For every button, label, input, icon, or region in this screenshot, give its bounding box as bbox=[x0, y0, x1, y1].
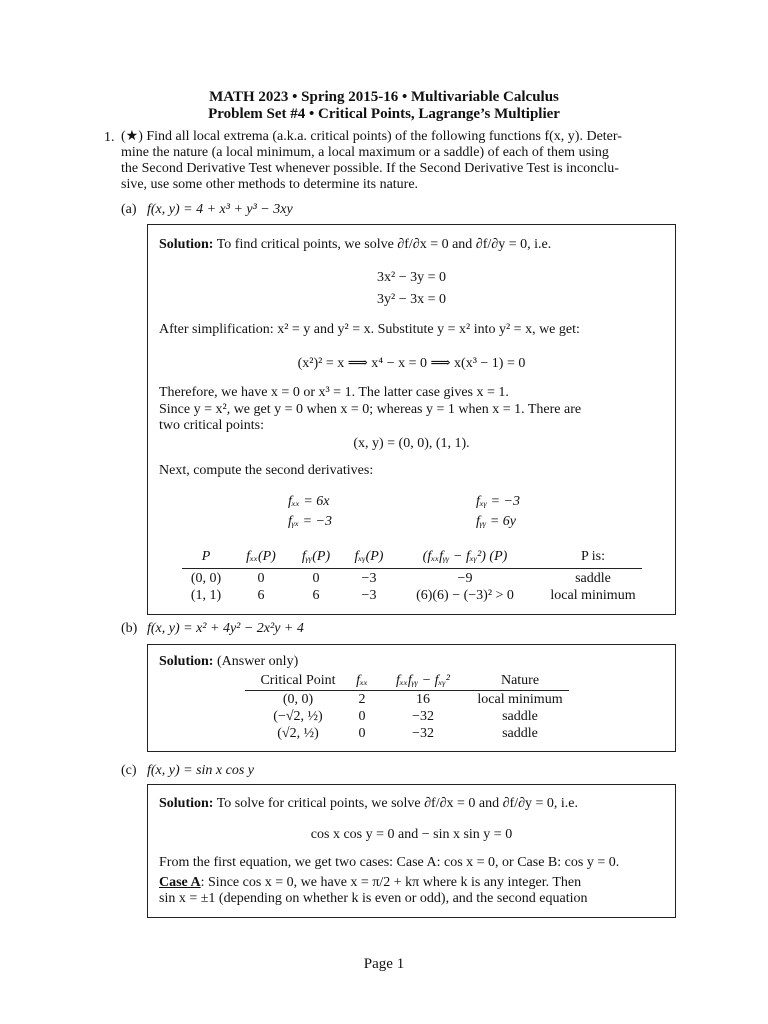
header-title: MATH 2023 • Spring 2015-16 • Multivariable Calculus bbox=[209, 89, 559, 105]
table-cell: −32 bbox=[412, 709, 434, 724]
case-a-line-2: sin x = ±1 (depending on whether k is even or odd), and the second equation bbox=[159, 891, 588, 906]
equation-system: cos x cos y = 0 and − sin x sin y = 0 bbox=[310, 827, 513, 842]
table-header-hessian: (fₓₓfᵧᵧ − fₓᵧ²) (P) bbox=[422, 549, 508, 564]
table-cell: −3 bbox=[361, 571, 377, 586]
second-derivative-fyx: fᵧₓ = −3 bbox=[288, 514, 332, 529]
table-divider bbox=[182, 568, 642, 569]
table-header-p: P bbox=[201, 549, 211, 564]
table-cell: 0 bbox=[312, 571, 320, 586]
problem-number: 1. bbox=[104, 130, 115, 145]
second-derivative-fxy: fₓᵧ = −3 bbox=[476, 494, 520, 509]
problem-text bbox=[121, 129, 681, 193]
table-header-fyy: fᵧᵧ(P) bbox=[301, 549, 331, 564]
since-text-1: Since y = x², we get y = 0 when x = 0; whereas y = 1 when x = 1. There are bbox=[159, 402, 582, 417]
part-a-solution-box bbox=[147, 224, 676, 615]
page-number: Page 1 bbox=[363, 956, 405, 972]
table-cell: 6 bbox=[312, 588, 320, 603]
case-a-text: : Since cos x = 0, we have x = π/2 + kπ where k is any integer. Then bbox=[200, 875, 582, 890]
second-derivative-fyy: fᵧᵧ = 6y bbox=[476, 514, 517, 529]
part-b-solution-line bbox=[159, 655, 298, 669]
table-cell: saddle bbox=[502, 726, 538, 741]
part-c-label: (c) bbox=[121, 763, 137, 778]
part-c-solution-box bbox=[147, 784, 676, 918]
equation-1: 3x² − 3y = 0 bbox=[377, 270, 446, 285]
table-cell: 2 bbox=[358, 692, 366, 707]
part-b-function: f(x, y) = x² + 4y² − 2x²y + 4 bbox=[147, 621, 304, 636]
second-derivative-fxx: fₓₓ = 6x bbox=[288, 494, 330, 509]
table-cell: 6 bbox=[257, 588, 265, 603]
solution-intro: To solve for critical points, we solve ∂f/∂x = 0 and ∂f/∂y = 0, i.e. bbox=[216, 796, 579, 811]
table-cell: −3 bbox=[361, 588, 377, 603]
equation-2: 3y² − 3x = 0 bbox=[377, 292, 446, 307]
header-subtitle: Problem Set #4 • Critical Points, Lagrange’s Multiplier bbox=[208, 106, 560, 122]
table-header-fxx: fₓₓ(P) bbox=[246, 549, 276, 564]
problem-line-2: mine the nature (a local minimum, a local maximum or a saddle) of each of them using bbox=[121, 145, 609, 160]
from-first-text: From the first equation, we get two cases: Case A: cos x = 0, or Case B: cos y = 0. bbox=[159, 855, 620, 870]
case-a-label: Case A bbox=[159, 875, 201, 890]
part-a-solution-line bbox=[159, 238, 551, 252]
table-cell: 16 bbox=[416, 692, 430, 707]
solution-label: Solution: bbox=[159, 654, 214, 669]
table-cell: (0, 0) bbox=[282, 692, 314, 707]
table-cell: −9 bbox=[457, 571, 473, 586]
part-b-solution-box bbox=[147, 644, 676, 752]
table-header-critical-point: Critical Point bbox=[260, 673, 336, 688]
part-c-function: f(x, y) = sin x cos y bbox=[147, 763, 255, 778]
next-text: Next, compute the second derivatives: bbox=[159, 463, 374, 478]
solution-label: Solution: bbox=[159, 796, 214, 811]
table-cell: (−√2, ½) bbox=[273, 709, 323, 724]
simplification-text: After simplification: x² = y and y² = x. Substitute y = x² into y² = x, we get: bbox=[159, 322, 580, 337]
table-header-fxx: fₓₓ bbox=[356, 673, 368, 688]
table-header-nature: P is: bbox=[581, 549, 605, 564]
table-cell: (6)(6) − (−3)² > 0 bbox=[416, 588, 514, 603]
part-b-label: (b) bbox=[121, 621, 138, 636]
problem-line-1: (★) Find all local extrema (a.k.a. critical points) of the following functions f(x, y). Deter- bbox=[121, 129, 622, 144]
since-text-2: two critical points: bbox=[159, 418, 264, 433]
table-cell: 0 bbox=[257, 571, 265, 586]
equation-3: (x²)² = x ⟹ x⁴ − x = 0 ⟹ x(x³ − 1) = 0 bbox=[297, 356, 526, 371]
therefore-text: Therefore, we have x = 0 or x³ = 1. The latter case gives x = 1. bbox=[159, 385, 509, 400]
table-header-discriminant: fₓₓfᵧᵧ − fₓᵧ² bbox=[396, 673, 450, 688]
table-cell: (1, 1) bbox=[190, 588, 222, 603]
table-cell: local minimum bbox=[477, 692, 563, 707]
critical-points: (x, y) = (0, 0), (1, 1). bbox=[353, 436, 470, 451]
part-c-solution-line bbox=[159, 797, 578, 811]
case-a-line-1 bbox=[159, 876, 581, 890]
table-cell: saddle bbox=[502, 709, 538, 724]
table-cell: 0 bbox=[358, 726, 366, 741]
table-cell: local minimum bbox=[550, 588, 636, 603]
table-header-nature: Nature bbox=[500, 673, 540, 688]
part-a-function: f(x, y) = 4 + x³ + y³ − 3xy bbox=[147, 202, 293, 217]
part-a-label: (a) bbox=[121, 202, 137, 217]
solution-note: (Answer only) bbox=[216, 654, 299, 669]
solution-label: Solution: bbox=[159, 237, 214, 252]
table-cell: (√2, ½) bbox=[277, 726, 319, 741]
problem-line-3: the Second Derivative Test whenever possible. If the Second Derivative Test is inconclu- bbox=[121, 161, 619, 176]
table-cell: 0 bbox=[358, 709, 366, 724]
table-header-fxy: fₓᵧ(P) bbox=[354, 549, 384, 564]
table-divider bbox=[245, 690, 569, 691]
table-cell: −32 bbox=[412, 726, 434, 741]
solution-intro: To find critical points, we solve ∂f/∂x = 0 and ∂f/∂y = 0, i.e. bbox=[216, 237, 552, 252]
table-cell: saddle bbox=[575, 571, 611, 586]
problem-line-4: sive, use some other methods to determine its nature. bbox=[121, 177, 419, 192]
table-cell: (0, 0) bbox=[190, 571, 222, 586]
